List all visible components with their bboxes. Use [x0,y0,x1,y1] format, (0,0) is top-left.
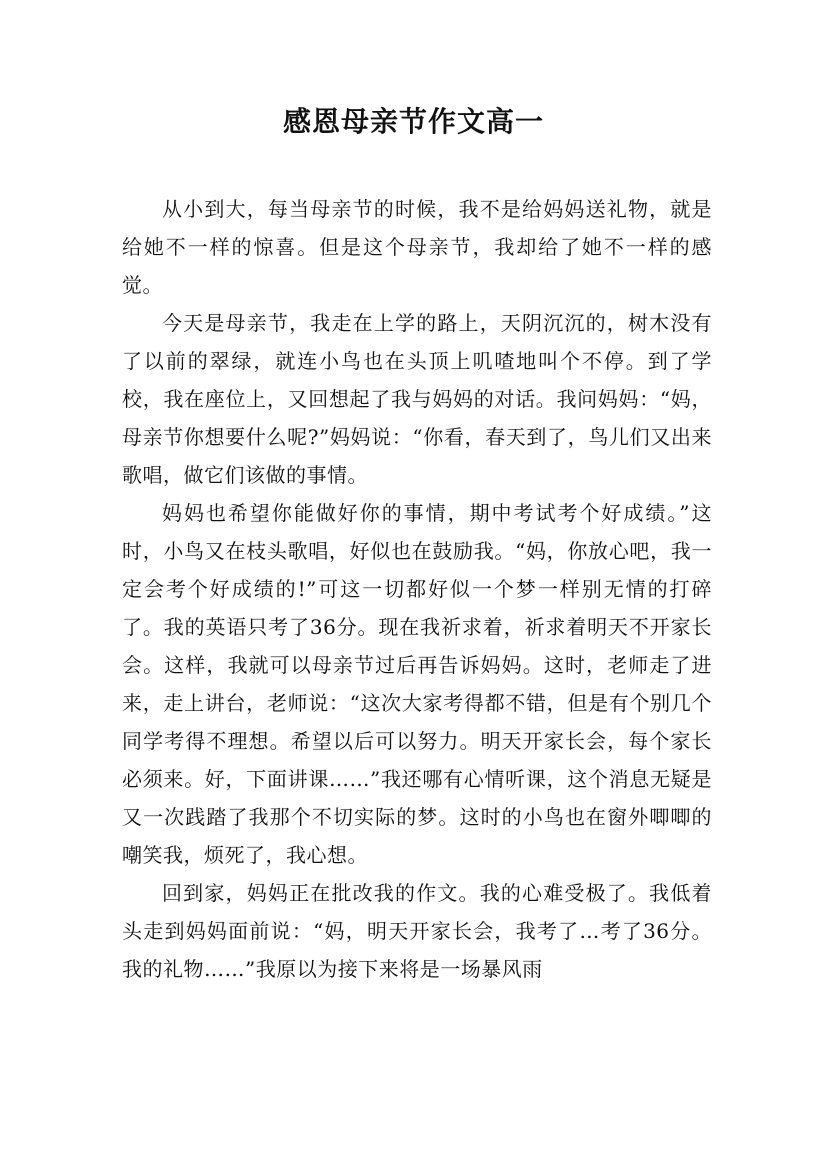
document-body [122,190,712,988]
paragraph-1: 从小到大，每当母亲节的时候，我不是给妈妈送礼物，就是给她不一样的惊喜。但是这个母亲节，我却给了她不一样的感觉。 [122,197,712,297]
document-title: 感恩母亲节作文高一 [282,105,544,138]
paragraph-4: 回到家，妈妈正在批改我的作文。我的心难受极了。我低着头走到妈妈面前说：“妈，明天开家长会，我考了…考了36分。我的礼物……”我原以为接下来将是一场暴风雨 [122,881,712,981]
paragraph-2: 今天是母亲节，我走在上学的路上，天阴沉沉的，树木没有了以前的翠绿，就连小鸟也在头顶上叽喳地叫个不停。到了学校，我在座位上，又回想起了我与妈妈的对话。我问妈妈：“妈，母亲节你想要什么呢?”妈妈说：“你看，春天到了，鸟儿们又出来歌唱，做它们该做的事情。 [122,311,712,487]
paragraph-3: 妈妈也希望你能做好你的事情，期中考试考个好成绩。”这时，小鸟又在枝头歌唱，好似也在鼓励我。“妈，你放心吧，我一定会考个好成绩的!”可这一切都好似一个梦一样别无情的打碎了。我的英语只考了36分。现在我祈求着，祈求着明天不开家长会。这样，我就可以母亲节过后再告诉妈妈。这时，老师走了进来，走上讲台，老师说：“这次大家考得都不错，但是有个别几个同学考得不理想。希望以后可以努力。明天开家长会，每个家长必须来。好，下面讲课……”我还哪有心情听课，这个消息无疑是又一次践踏了我那个不切实际的梦。这时的小鸟也在窗外唧唧的嘲笑我，烦死了，我心想。 [122,501,712,867]
